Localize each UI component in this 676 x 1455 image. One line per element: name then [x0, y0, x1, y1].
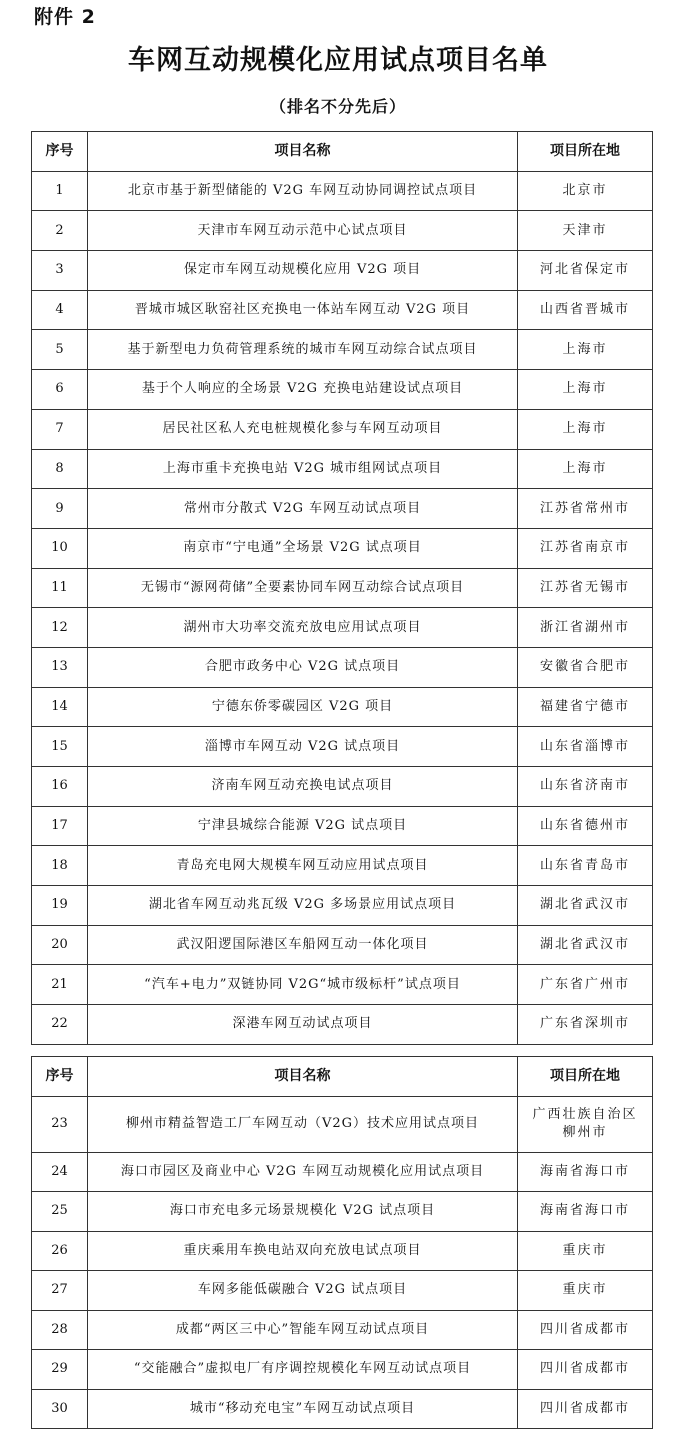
row-project-name: 柳州市精益智造工厂车网互动（V2G）技术应用试点项目 — [88, 1096, 518, 1152]
row-no: 11 — [32, 568, 88, 608]
table-row — [32, 1389, 653, 1429]
row-project-name: 北京市基于新型储能的 V2G 车网互动协同调控试点项目 — [88, 171, 518, 211]
row-project-name: 上海市重卡充换电站 V2G 城市组网试点项目 — [88, 449, 518, 489]
row-project-name: 常州市分散式 V2G 车网互动试点项目 — [88, 489, 518, 529]
table-row — [32, 767, 653, 807]
row-location: 福建省宁德市 — [518, 687, 653, 727]
row-no: 26 — [32, 1231, 88, 1271]
table-row — [32, 251, 653, 291]
row-location-line2: 柳州市 — [562, 1125, 608, 1140]
row-project-name: 南京市“宁电通”全场景 V2G 试点项目 — [88, 528, 518, 568]
row-location: 山东省济南市 — [518, 767, 653, 807]
row-project-name: 晋城市城区耿窑社区充换电一体站车网互动 V2G 项目 — [88, 290, 518, 330]
row-no: 16 — [32, 767, 88, 807]
row-no: 8 — [32, 449, 88, 489]
row-project-name: 基于个人响应的全场景 V2G 充换电站建设试点项目 — [88, 370, 518, 410]
row-no: 27 — [32, 1271, 88, 1311]
project-table-part2 — [31, 1056, 653, 1429]
row-location: 上海市 — [518, 449, 653, 489]
row-project-name: 宁德东侨零碳园区 V2G 项目 — [88, 687, 518, 727]
row-location: 山东省德州市 — [518, 806, 653, 846]
row-no: 19 — [32, 886, 88, 926]
row-location: 北京市 — [518, 171, 653, 211]
attachment-label: 附件 2 — [34, 6, 96, 28]
row-location: 四川省成都市 — [518, 1310, 653, 1350]
document-title: 车网互动规模化应用试点项目名单 — [128, 45, 548, 76]
row-no: 24 — [32, 1152, 88, 1192]
table-row — [32, 1231, 653, 1271]
row-location: 四川省成都市 — [518, 1389, 653, 1429]
row-no: 29 — [32, 1350, 88, 1390]
table-row — [32, 727, 653, 767]
header-name: 项目名称 — [88, 132, 518, 172]
row-no: 6 — [32, 370, 88, 410]
table-row — [32, 330, 653, 370]
row-location: 安徽省合肥市 — [518, 647, 653, 687]
row-no: 18 — [32, 846, 88, 886]
row-no: 12 — [32, 608, 88, 648]
row-project-name: 湖州市大功率交流充放电应用试点项目 — [88, 608, 518, 648]
row-project-name: 天津市车网互动示范中心试点项目 — [88, 211, 518, 251]
table-row — [32, 687, 653, 727]
row-project-name: 深港车网互动试点项目 — [88, 1005, 518, 1045]
row-location: 广东省深圳市 — [518, 1005, 653, 1045]
document-subtitle: （排名不分先后） — [269, 97, 406, 116]
row-no: 21 — [32, 965, 88, 1005]
row-location: 浙江省湖州市 — [518, 608, 653, 648]
row-no: 10 — [32, 528, 88, 568]
row-no: 2 — [32, 211, 88, 251]
row-location: 天津市 — [518, 211, 653, 251]
header-location: 项目所在地 — [518, 132, 653, 172]
row-no: 25 — [32, 1192, 88, 1232]
row-no: 1 — [32, 171, 88, 211]
row-project-name: 海口市充电多元场景规模化 V2G 试点项目 — [88, 1192, 518, 1232]
row-location: 河北省保定市 — [518, 251, 653, 291]
row-project-name: 青岛充电网大规模车网互动应用试点项目 — [88, 846, 518, 886]
project-table-part1 — [31, 131, 653, 1045]
table-row — [32, 1350, 653, 1390]
table-row — [32, 528, 653, 568]
row-location: 海南省海口市 — [518, 1152, 653, 1192]
row-location: 江苏省常州市 — [518, 489, 653, 529]
row-project-name: 武汉阳逻国际港区车船网互动一体化项目 — [88, 925, 518, 965]
row-project-name: 宁津县城综合能源 V2G 试点项目 — [88, 806, 518, 846]
row-location: 重庆市 — [518, 1231, 653, 1271]
row-location: 山东省淄博市 — [518, 727, 653, 767]
header-no: 序号 — [32, 132, 88, 172]
row-no: 30 — [32, 1389, 88, 1429]
table-row — [32, 806, 653, 846]
row-project-name: 海口市园区及商业中心 V2G 车网互动规模化应用试点项目 — [88, 1152, 518, 1192]
row-location: 广东省广州市 — [518, 965, 653, 1005]
table-row — [32, 171, 653, 211]
table-row — [32, 409, 653, 449]
row-location: 上海市 — [518, 330, 653, 370]
row-no: 14 — [32, 687, 88, 727]
row-no: 3 — [32, 251, 88, 291]
row-no: 22 — [32, 1005, 88, 1045]
table-row — [32, 489, 653, 529]
table-row — [32, 846, 653, 886]
table-row — [32, 370, 653, 410]
table-row — [32, 1271, 653, 1311]
table-row — [32, 965, 653, 1005]
row-project-name: 车网多能低碳融合 V2G 试点项目 — [88, 1271, 518, 1311]
row-location: 山东省青岛市 — [518, 846, 653, 886]
table-row — [32, 925, 653, 965]
row-no: 28 — [32, 1310, 88, 1350]
table-header-row — [32, 1057, 653, 1097]
table-header-row — [32, 132, 653, 172]
table-row — [32, 1152, 653, 1192]
row-location: 湖北省武汉市 — [518, 886, 653, 926]
row-location: 江苏省南京市 — [518, 528, 653, 568]
row-no: 4 — [32, 290, 88, 330]
row-no: 17 — [32, 806, 88, 846]
row-no: 5 — [32, 330, 88, 370]
row-location: 上海市 — [518, 409, 653, 449]
table-row — [32, 449, 653, 489]
header-location: 项目所在地 — [518, 1057, 653, 1097]
row-location: 重庆市 — [518, 1271, 653, 1311]
table-row — [32, 1005, 653, 1045]
row-project-name: 湖北省车网互动兆瓦级 V2G 多场景应用试点项目 — [88, 886, 518, 926]
row-project-name: 居民社区私人充电桩规模化参与车网互动项目 — [88, 409, 518, 449]
row-project-name: 成都“两区三中心”智能车网互动试点项目 — [88, 1310, 518, 1350]
row-no: 13 — [32, 647, 88, 687]
row-location: 江苏省无锡市 — [518, 568, 653, 608]
row-project-name: 无锡市“源网荷储”全要素协同车网互动综合试点项目 — [88, 568, 518, 608]
row-project-name: 济南车网互动充换电试点项目 — [88, 767, 518, 807]
table-row — [32, 290, 653, 330]
row-project-name: 基于新型电力负荷管理系统的城市车网互动综合试点项目 — [88, 330, 518, 370]
table-row — [32, 1096, 653, 1152]
row-location — [518, 1096, 653, 1152]
row-no: 9 — [32, 489, 88, 529]
row-location: 山西省晋城市 — [518, 290, 653, 330]
header-name: 项目名称 — [88, 1057, 518, 1097]
row-no: 7 — [32, 409, 88, 449]
row-project-name: 合肥市政务中心 V2G 试点项目 — [88, 647, 518, 687]
table-row — [32, 608, 653, 648]
table-row — [32, 1192, 653, 1232]
row-project-name: “交能融合”虚拟电厂有序调控规模化车网互动试点项目 — [88, 1350, 518, 1390]
row-no: 23 — [32, 1096, 88, 1152]
table-row — [32, 886, 653, 926]
row-location: 四川省成都市 — [518, 1350, 653, 1390]
row-project-name: 重庆乘用车换电站双向充放电试点项目 — [88, 1231, 518, 1271]
table-row — [32, 568, 653, 608]
table-row — [32, 647, 653, 687]
table-row — [32, 211, 653, 251]
row-location: 海南省海口市 — [518, 1192, 653, 1232]
row-project-name: 淄博市车网互动 V2G 试点项目 — [88, 727, 518, 767]
row-project-name: “汽车+电力”双链协同 V2G“城市级标杆”试点项目 — [88, 965, 518, 1005]
table-row — [32, 1310, 653, 1350]
header-no: 序号 — [32, 1057, 88, 1097]
row-location-line1: 广西壮族自治区 — [532, 1107, 638, 1122]
row-project-name: 保定市车网互动规模化应用 V2G 项目 — [88, 251, 518, 291]
row-no: 20 — [32, 925, 88, 965]
row-no: 15 — [32, 727, 88, 767]
row-location: 湖北省武汉市 — [518, 925, 653, 965]
row-project-name: 城市“移动充电宝”车网互动试点项目 — [88, 1389, 518, 1429]
row-location: 上海市 — [518, 370, 653, 410]
